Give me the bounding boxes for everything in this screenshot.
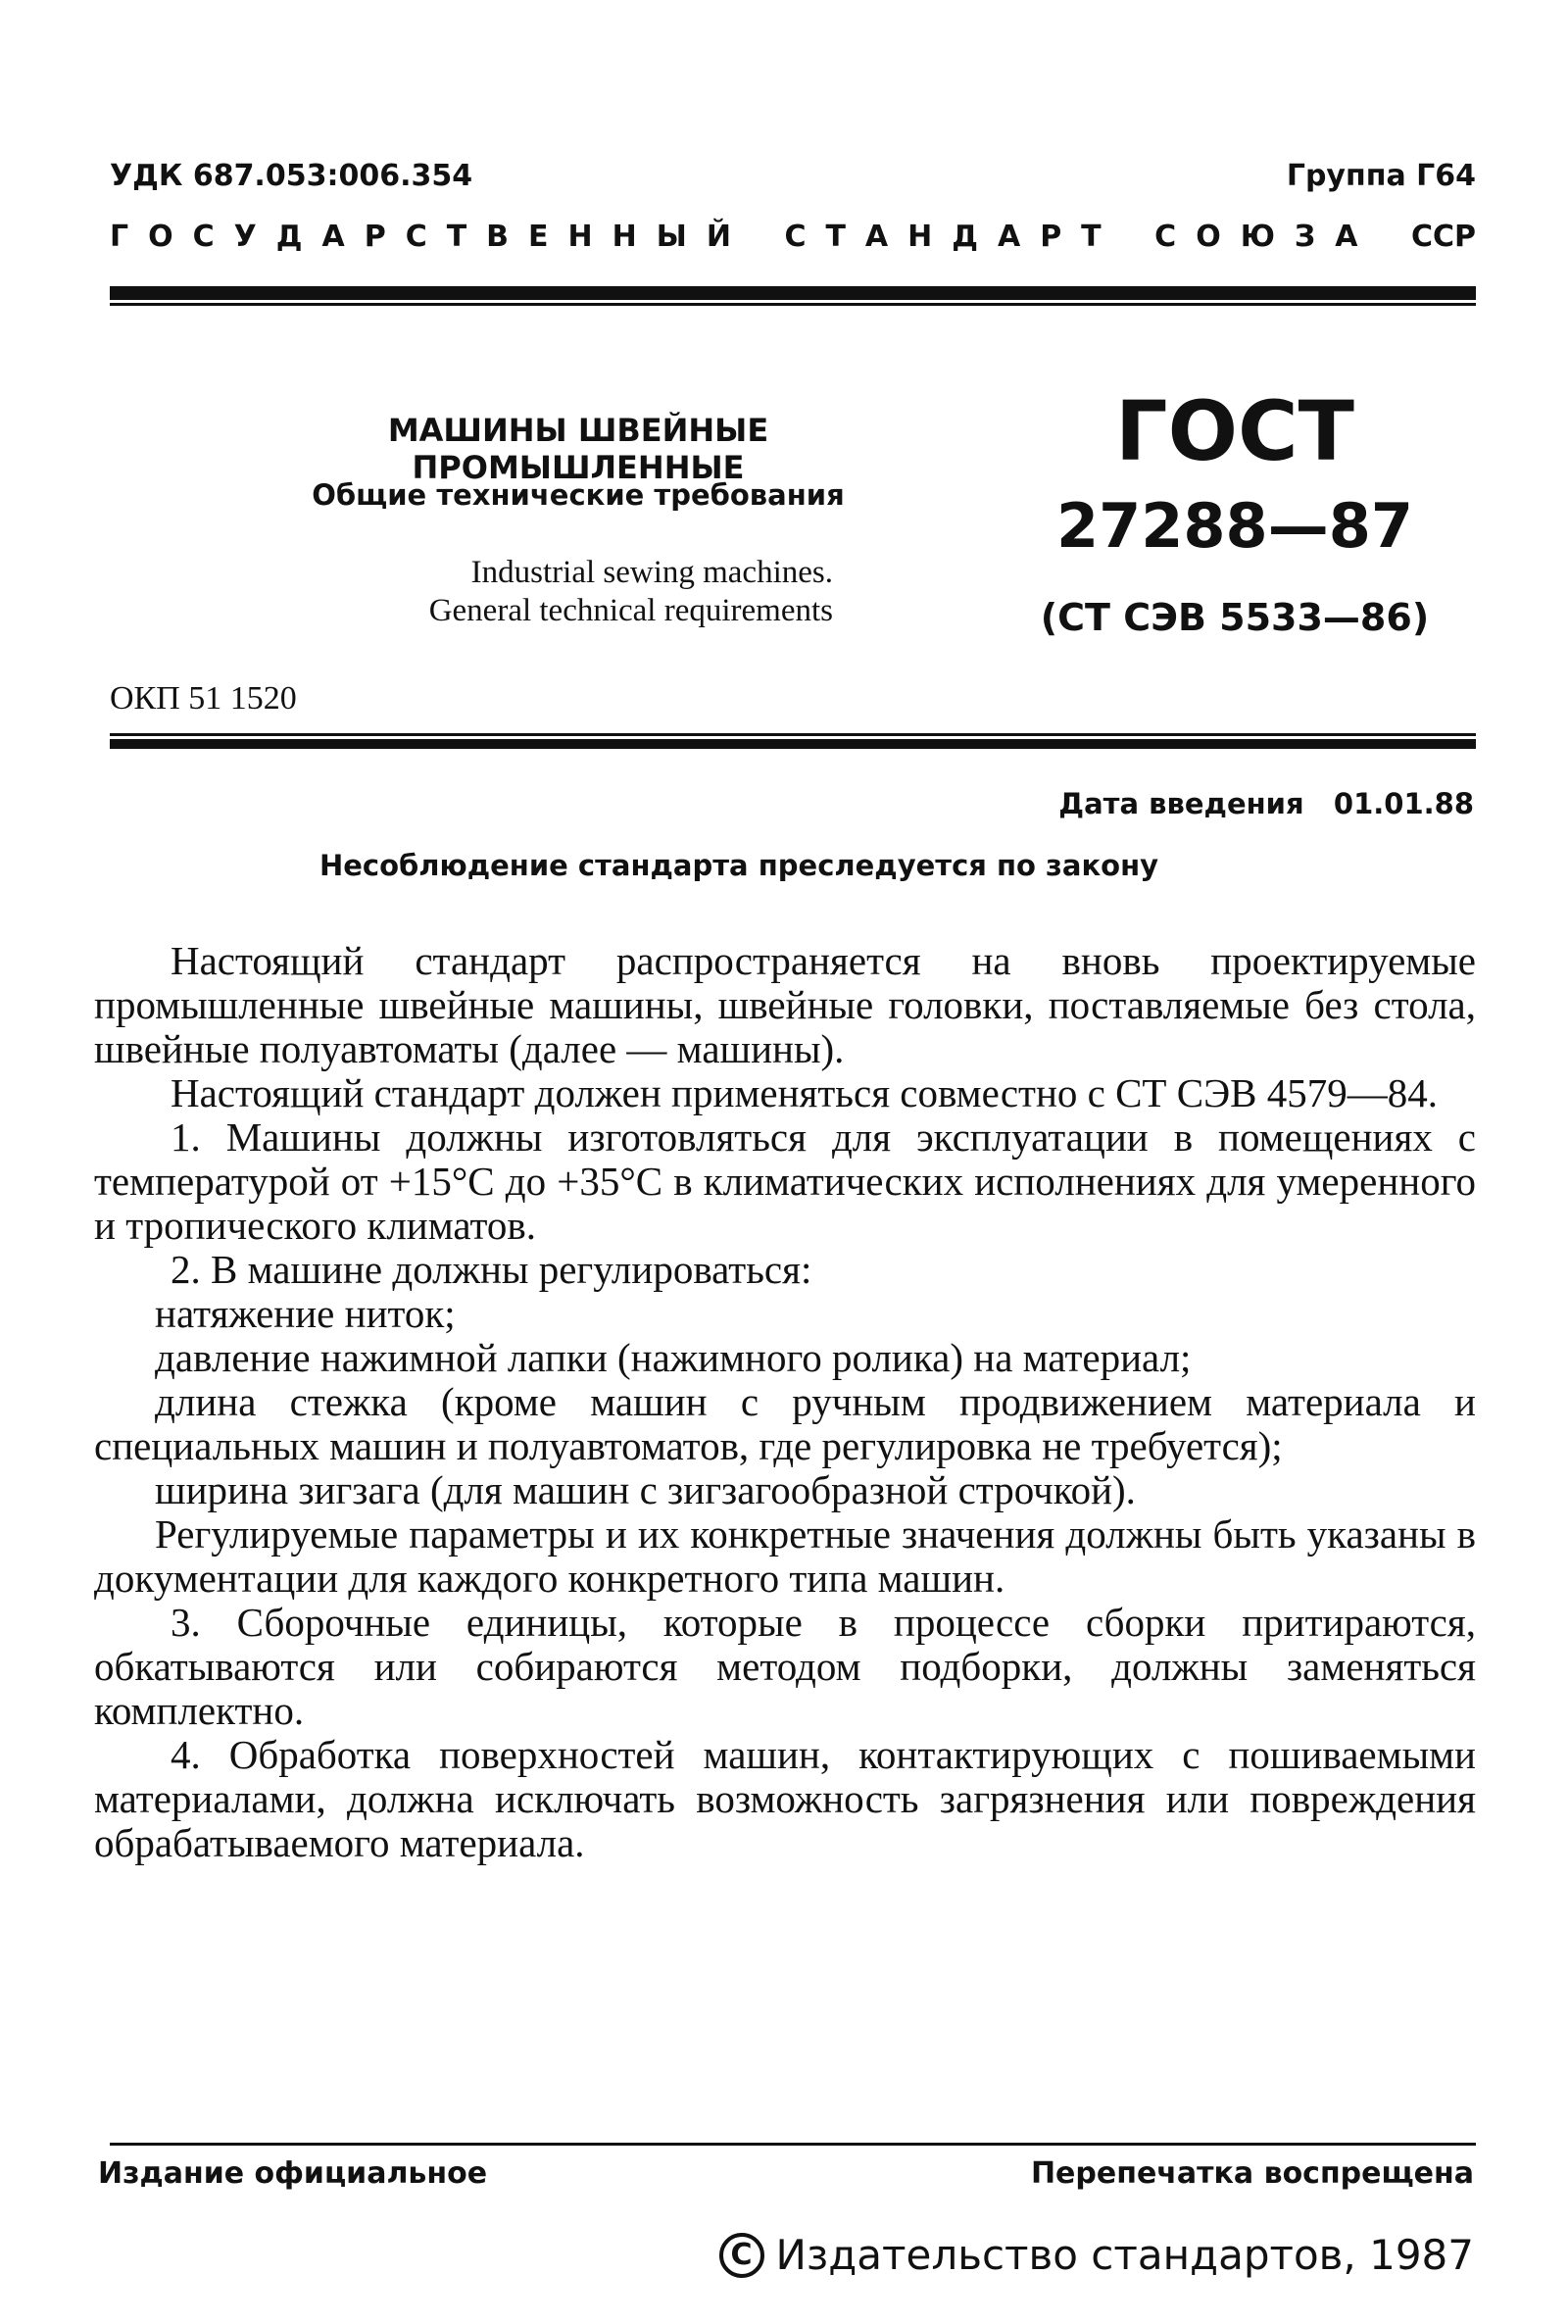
document-title: МАШИНЫ ШВЕЙНЫЕ ПРОМЫШЛЕННЫЕ [387, 412, 769, 486]
okp-code: ОКП 51 1520 [110, 680, 297, 717]
standard-body [94, 939, 1476, 1865]
gost-label: ГОСТ [1115, 383, 1354, 479]
header-thick-rule [110, 286, 1476, 300]
body-paragraph: Настоящий стандарт должен применяться совместно с СТ СЭВ 4579—84. [171, 1070, 1438, 1115]
date-label: Дата введения [1058, 787, 1304, 820]
official-edition-note: Издание официальное [98, 2156, 488, 2191]
banner-word: ГОСУДАРСТВЕННЫЙ [110, 220, 751, 254]
clause-4: 4. Обработка поверхностей машин, контактирующих с пошиваемыми материалами, должна исключать возможность загрязнения или повреждения обрабатываемого материала. [94, 1732, 1476, 1865]
clause-2-item: натяжение ниток; [155, 1291, 456, 1336]
copyright-line [719, 2231, 1474, 2279]
group-code: Группа Г64 [1286, 159, 1476, 193]
state-standard-banner [110, 220, 1476, 254]
clause-2-item: давление нажимной лапки (нажимного ролика) на материал; [155, 1335, 1192, 1380]
gost-number: 27288—87 [1056, 490, 1413, 562]
banner-word: ССР [1410, 220, 1476, 254]
clause-1: 1. Машины должны изготовляться для эксплуатации в помещениях с температурой от +15°С до +35°С в климатических исполнениях для умеренного и тропического климатов. [94, 1114, 1476, 1248]
document-subtitle: Общие технические требования [312, 478, 845, 512]
clause-3: 3. Сборочные единицы, которые в процессе сборки притираются, обкатываются или собираются методом подборки, должны заменяться комплектно. [94, 1600, 1476, 1733]
udk-code: УДК 687.053:006.354 [110, 159, 473, 193]
banner-word: СТАНДАРТ [784, 220, 1121, 254]
publisher-name: Издательство стандартов, 1987 [775, 2231, 1474, 2279]
cmea-reference: (СТ СЭВ 5533—86) [1040, 596, 1430, 639]
body-paragraph: Настоящий стандарт распространяется на вновь проектируемые промышленные швейные машины, швейные головки, поставляемые без стола, швейные полуавтоматы (далее — машины). [94, 938, 1476, 1071]
legal-warning: Несоблюдение стандарта преследуется по закону [318, 849, 1159, 882]
footer-rule [110, 2143, 1476, 2146]
english-title-line: Industrial sewing machines. [470, 555, 833, 590]
clause-2-item: ширина зигзага (для машин с зигзагообразной строчкой). [155, 1467, 1136, 1512]
clause-2-item: длина стежка (кроме машин с ручным продвижением материала и специальных машин и полуавтоматов, где регулировка не требуется); [94, 1379, 1476, 1468]
header-thin-rule [110, 303, 1476, 306]
reprint-prohibited-note: Перепечатка воспрещена [1030, 2156, 1474, 2191]
banner-word: СОЮЗА [1154, 220, 1378, 254]
title-block-thin-rule [110, 733, 1476, 736]
clause-2: 2. В машине должны регулироваться: [171, 1247, 812, 1292]
copyright-icon: С [719, 2233, 764, 2278]
body-paragraph: Регулируемые параметры и их конкретные значения должны быть указаны в документации для каждого конкретного типа машин. [94, 1511, 1476, 1601]
date-value: 01.01.88 [1333, 787, 1474, 820]
introduction-date [1058, 787, 1474, 820]
english-title-line: General technical requirements [428, 593, 833, 628]
title-block-thick-rule [110, 739, 1476, 749]
